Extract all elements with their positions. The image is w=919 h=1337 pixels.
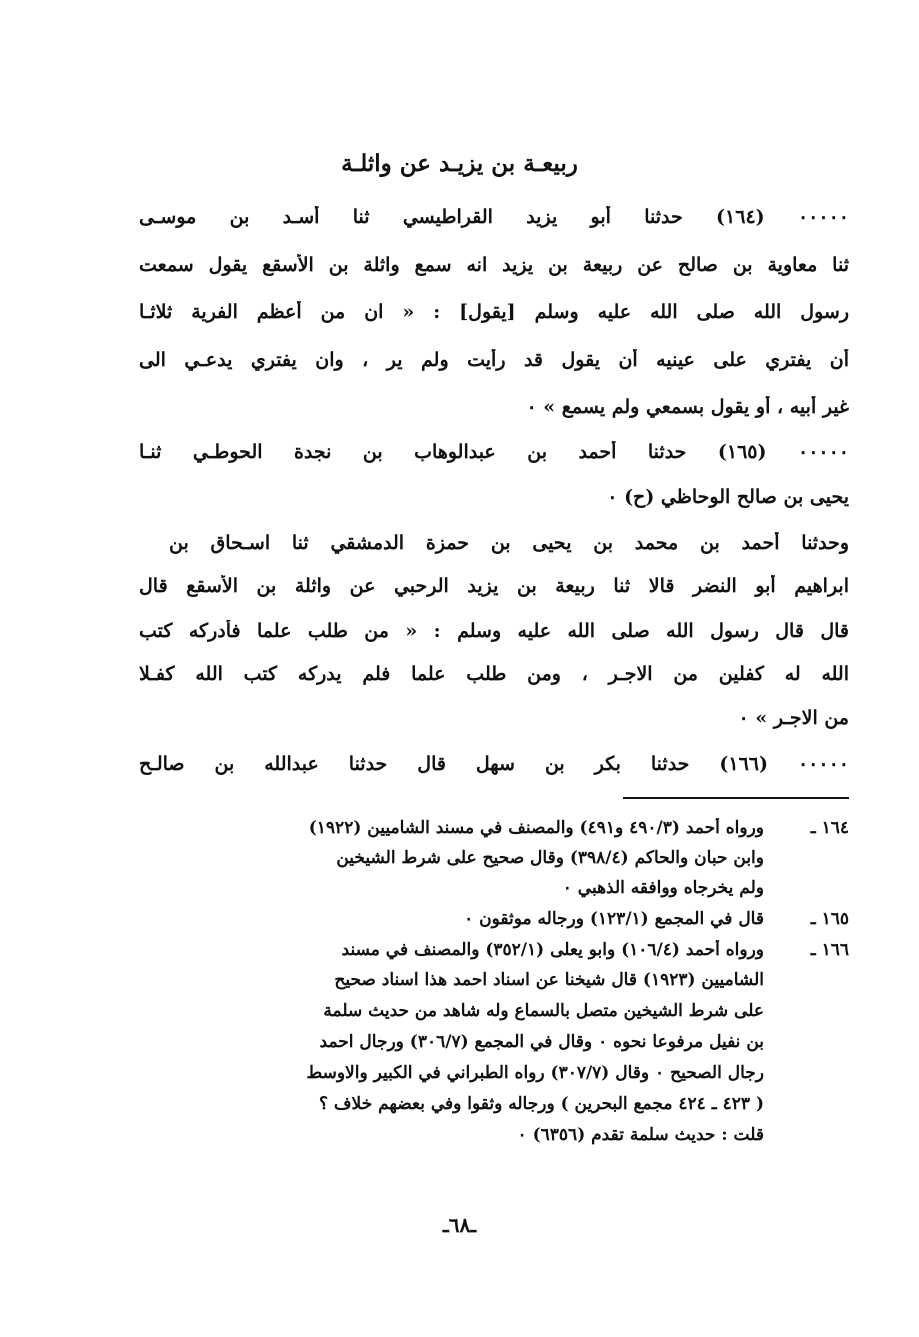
main-text-line: وحدثنا أحمد بن محمد بن يحيى بن حمزة الدمشقي ثنا اسـحاق بن — [169, 532, 849, 554]
main-text-line: الله له كفلين من الاجـر ، ومن طلب علما فلم يدركه كتب الله كفـلا — [139, 663, 849, 685]
main-text-line: رسول الله صلى الله عليه وسلم [يقول] : « ان من أعظم الفرية ثلاثـا — [139, 301, 849, 323]
footnote-line: وابن حبان والحاكم (٣٩٨/٤) وقال صحيح على شرط الشيخين — [336, 848, 764, 868]
footnote-line — [109, 940, 849, 960]
footnote-line: قلت : حديث سلمة تقدم (٦٣٥٦) ٠ — [517, 1125, 764, 1145]
footnote-line — [109, 909, 849, 929]
footnote-text: ورواه أحمد (١٠٦/٤) وابو يعلى (٣٥٢/١) والمصنف في مسند — [341, 940, 764, 960]
footnote-divider — [623, 797, 849, 799]
footnote-text: ورواه أحمد (٤٩٠/٣ و٤٩١) والمصنف في مسند الشاميين (١٩٢٢) — [308, 818, 764, 838]
footnote-line: رجال الصحيح ٠ وقال (٣٠٧/٧) رواه الطبراني في الكبير والاوسط — [306, 1063, 764, 1083]
footnote-number: ١٦٥ ـ — [810, 909, 849, 929]
main-text-line: من الاجـر » ٠ — [738, 707, 849, 729]
section-title: ربيعـة بن يزيـد عن واثلـة — [341, 150, 578, 177]
main-text-line: غير أبيه ، أو يقول بسمعي ولم يسمع » ٠ — [526, 396, 849, 418]
footnote-number: ١٦٦ ـ — [810, 940, 849, 960]
main-text-line: قال قال رسول الله صلى الله عليه وسلم : « من طلب علما فأدركه كتب — [139, 620, 849, 642]
footnote-line: الشاميين (١٩٢٣) قال شيخنا عن اسناد احمد هذا اسناد صحيح — [334, 970, 764, 990]
page-number: ـ٦٨ـ — [442, 1213, 477, 1237]
main-text-line: ٠٠٠٠٠ (١٦٥) حدثنا أحمد بن عبدالوهاب بن نجدة الحوطـي ثنـا — [139, 441, 849, 463]
main-text-line: ثنا معاوية بن صالح عن ربيعة بن يزيد انه سمع واثلة بن الأسقع يقول سمعت — [139, 254, 849, 276]
footnote-line — [109, 818, 849, 838]
main-text-line: ابراهيم أبو النضر قالا ثنا ربيعة بن يزيد الرحبي عن واثلة بن الأسقع قال — [139, 575, 849, 597]
footnote-line: ولم يخرجاه ووافقه الذهبي ٠ — [562, 878, 764, 898]
footnote-line: على شرط الشيخين متصل بالسماع وله شاهد من حديث سلمة — [323, 1001, 764, 1021]
footnote-line: بن نفيل مرفوعا نحوه ٠ وقال في المجمع (٣٠٦/٧) ورجال احمد — [319, 1032, 764, 1052]
main-text-line: ٠٠٠٠٠ (١٦٦) حدثنا بكر بن سهل قال حدثنا عبدالله بن صالـح — [139, 753, 849, 775]
main-text-line: يحيى بن صالح الوحاظي (ح) ٠ — [607, 486, 849, 508]
main-text-line: ٠٠٠٠٠ (١٦٤) حدثنا أبو يزيد القراطيسي ثنا أسـد بن موسـى — [139, 206, 849, 228]
footnote-number: ١٦٤ ـ — [810, 818, 849, 838]
main-text-line: أن يفتري على عينيه أن يقول قد رأيت ولم ير ، وان يفتري يدعـي الى — [139, 349, 849, 371]
footnote-text: قال في المجمع (١٢٣/١) ورجاله موثقون ٠ — [464, 909, 764, 929]
footnote-line: ( ٤٢٣ ـ ٤٢٤ مجمع البحرين ) ورجاله وثقوا وفي بعضهم خلاف ؟ — [318, 1094, 764, 1114]
